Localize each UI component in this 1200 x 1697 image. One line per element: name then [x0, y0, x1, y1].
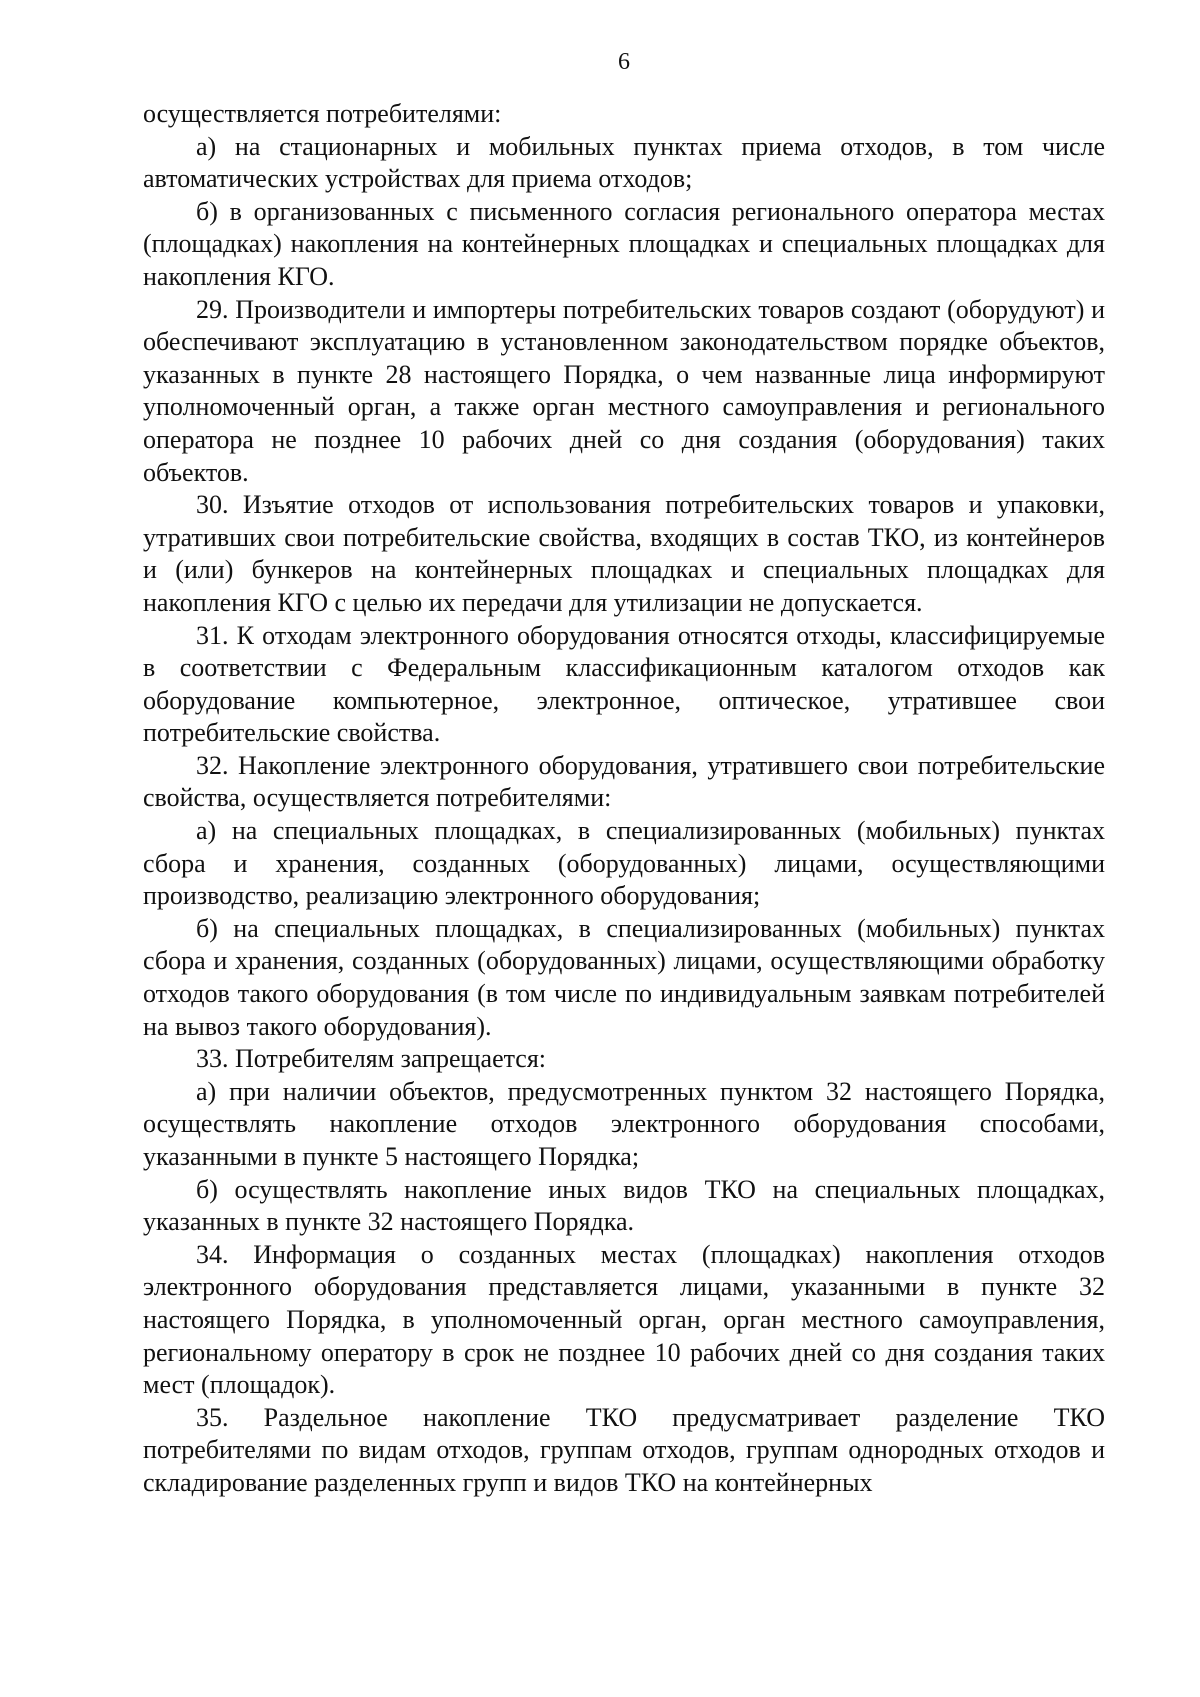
paragraph-29: 29. Производители и импортеры потребительских товаров создают (оборудуют) и обеспечивают эксплуатацию в установленном законодательством порядке объектов, указанных в пункте 28 настоящего Порядка, о чем названные лица информируют уполномоченный орган, а также орган местного самоуправления и регионального оператора не позднее 10 рабочих дней со дня создания (оборудования) таких объектов.: [143, 294, 1105, 487]
paragraph-30: 30. Изъятие отходов от использования потребительских товаров и упаковки, утративших свои потребительские свойства, входящих в состав ТКО, из контейнеров и (или) бункеров на контейнерных площадках и специальных площадках для накопления КГО с целью их передачи для утилизации не допускается.: [143, 490, 1105, 617]
paragraph-32a: а) на специальных площадках, в специализированных (мобильных) пунктах сбора и хранения, созданных (оборудованных) лицами, осуществляющими производство, реализацию электронного оборудования;: [143, 816, 1105, 911]
paragraph-32: 32. Накопление электронного оборудования, утратившего свои потребительские свойства, осуществляется потребителями:: [143, 750, 1105, 813]
document-body: [143, 98, 1105, 1500]
paragraph-35: 35. Раздельное накопление ТКО предусматривает разделение ТКО потребителями по видам отходов, группам отходов, группам однородных отходов и складирование разделенных групп и видов ТКО на контейнерных: [143, 1402, 1105, 1497]
paragraph-28a: а) на стационарных и мобильных пунктах приема отходов, в том числе автоматических устройствах для приема отходов;: [143, 131, 1105, 194]
paragraph-continuation: осуществляется потребителями:: [143, 99, 502, 128]
paragraph-33: 33. Потребителям запрещается:: [196, 1044, 547, 1074]
paragraph-34: 34. Информация о созданных местах (площадках) накопления отходов электронного оборудования представляется лицами, указанными в пункте 32 настоящего Порядка, в уполномоченный орган, орган местного самоуправления, региональному оператору в срок не позднее 10 рабочих дней со дня создания таких мест (площадок).: [143, 1239, 1105, 1400]
paragraph-31: 31. К отходам электронного оборудования относятся отходы, классифицируемые в соответствии с Федеральным классификационным каталогом отходов как оборудование компьютерное, электронное, оптическое, утратившее свои потребительские свойства.: [143, 620, 1105, 748]
paragraph-28b: б) в организованных с письменного согласия регионального оператора местах (площадках) накопления на контейнерных площадках и специальных площадках для накопления КГО.: [143, 196, 1105, 291]
paragraph-32b: б) на специальных площадках, в специализированных (мобильных) пунктах сбора и хранения, созданных (оборудованных) лицами, осуществляющими обработку отходов такого оборудования (в том числе по индивидуальным заявкам потребителей на вывоз такого оборудования).: [143, 913, 1105, 1041]
page-number: 6: [618, 49, 630, 75]
paragraph-33a: а) при наличии объектов, предусмотренных пунктом 32 настоящего Порядка, осуществлять накопление отходов электронного оборудования способами, указанными в пункте 5 настоящего Порядка;: [143, 1076, 1105, 1171]
paragraph-33b: б) осуществлять накопление иных видов ТКО на специальных площадках, указанных в пункте 32 настоящего Порядка.: [143, 1174, 1105, 1237]
